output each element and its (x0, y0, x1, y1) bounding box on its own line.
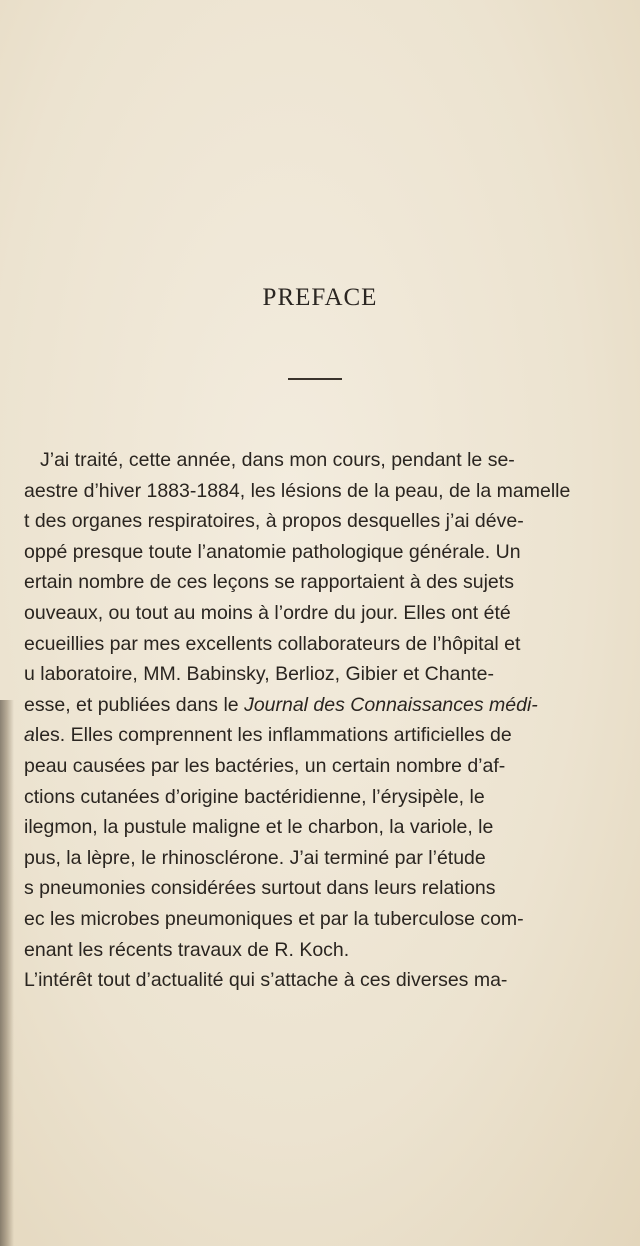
journal-title: Journal des Connaissances médi- (244, 693, 538, 716)
journal-title-end: a (24, 724, 35, 747)
text-line: u laboratoire, MM. Babinsky, Berlioz, Gibier et Chante- (24, 663, 494, 686)
text-line: J’ai traité, cette année, dans mon cours, pendant le se- (40, 449, 515, 471)
text-segment: esse, et publiées dans le (24, 693, 245, 716)
body-text (24, 445, 628, 996)
text-line: t des organes respiratoires, à propos desquelles j’ai déve- (24, 510, 524, 533)
text-segment: les. Elles comprennent les inflammations artificielles de (34, 724, 512, 747)
text-line (24, 690, 628, 721)
text-line: ilegmon, la pustule maligne et le charbon, la variole, le (24, 816, 494, 839)
title-rule (288, 378, 342, 380)
text-line: pus, la lèpre, le rhinosclérone. J’ai terminé par l’étude (24, 846, 486, 869)
text-line (24, 720, 628, 751)
text-line: L’intérêt tout d’actualité qui s’attache à ces diverses ma- (24, 969, 508, 992)
text-line: ec les microbes pneumoniques et par la tuberculose com- (24, 907, 524, 930)
text-line: ertain nombre de ces leçons se rapportaient à des sujets (24, 571, 514, 594)
text-line: s pneumonies considérées surtout dans leurs relations (24, 877, 496, 900)
page-title: PREFACE (262, 284, 378, 311)
text-line: enant les récents travaux de R. Koch. (24, 938, 350, 961)
text-line: ctions cutanées d’origine bactéridienne, l’érysipèle, le (24, 785, 485, 808)
text-line: oppé presque toute l’anatomie pathologique générale. Un (24, 540, 521, 563)
page-edge-shadow (0, 700, 14, 1246)
text-line: aestre d’hiver 1883-1884, les lésions de la peau, de la mamelle (24, 479, 571, 502)
text-line: ecueillies par mes excellents collaborateurs de l’hôpital et (24, 632, 521, 655)
text-line: peau causées par les bactéries, un certain nombre d’af- (24, 754, 506, 777)
text-line: ouveaux, ou tout au moins à l’ordre du jour. Elles ont été (24, 601, 511, 624)
